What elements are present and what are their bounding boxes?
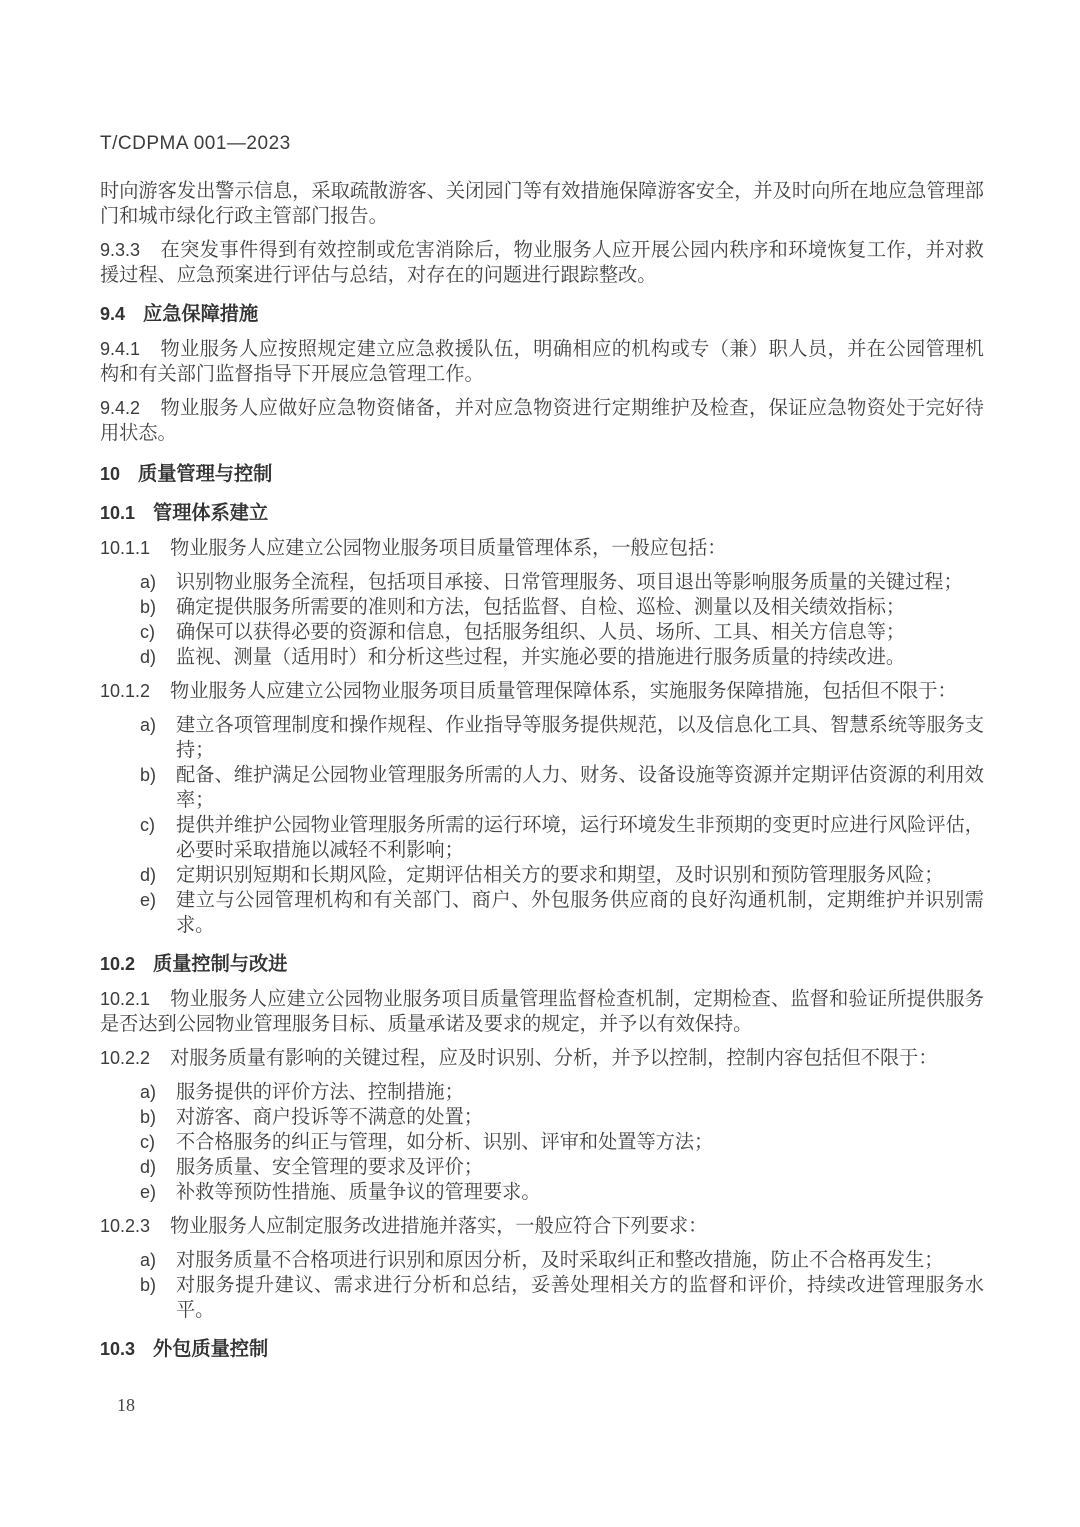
section-heading xyxy=(100,952,984,977)
list-item xyxy=(140,645,984,670)
list-item xyxy=(140,1248,984,1273)
clause-paragraph xyxy=(100,1046,984,1071)
list-item-label: a) xyxy=(140,715,157,735)
section-heading-text: 管理体系建立 xyxy=(153,503,269,524)
list-item-text: 提供并维护公园物业管理服务所需的运行环境，运行环境发生非预期的变更时应进行风险评估，必要时采取措施以减轻不利影响； xyxy=(176,815,984,861)
clause-text: 物业服务人应做好应急物资储备，并对应急物资进行定期维护及检查，保证应急物资处于完好待用状态。 xyxy=(100,398,984,444)
list-item-label: d) xyxy=(140,647,157,667)
list-item xyxy=(140,1273,984,1323)
clause-number: 10.2.3 xyxy=(100,1216,151,1236)
list-item-label: a) xyxy=(140,1250,157,1270)
section-heading-text: 质量管理与控制 xyxy=(138,464,273,485)
list-item-text: 服务提供的评价方法、控制措施； xyxy=(176,1082,464,1103)
list-item xyxy=(140,1080,984,1105)
list-item xyxy=(140,595,984,620)
list-item-label: a) xyxy=(140,1082,157,1102)
list-item-label: b) xyxy=(140,765,157,785)
clause-number: 10.1 xyxy=(100,503,136,523)
clause-number: 10.1.2 xyxy=(100,681,151,701)
list-item-text: 服务质量、安全管理的要求及评价； xyxy=(176,1157,483,1178)
list-item-text: 建立与公园管理机构和有关部门、商户、外包服务供应商的良好沟通机制，定期维护并识别需求。 xyxy=(176,890,984,936)
list-item-label: e) xyxy=(140,890,157,910)
clause-paragraph xyxy=(100,679,984,704)
list-item-text: 监视、测量（适用时）和分析这些过程，并实施必要的措施进行服务质量的持续改进。 xyxy=(176,647,906,668)
list-item-text: 对服务质量不合格项进行识别和原因分析，及时采取纠正和整改措施，防止不合格再发生； xyxy=(176,1250,944,1271)
clause-paragraph xyxy=(100,337,984,387)
clause-text: 时向游客发出警示信息，采取疏散游客、关闭园门等有效措施保障游客安全，并及时向所在地应急管理部门和城市绿化行政主管部门报告。 xyxy=(100,181,984,227)
clause-list xyxy=(100,1080,984,1205)
clause-number: 10.2.2 xyxy=(100,1048,151,1068)
list-item xyxy=(140,1155,984,1180)
section-heading-text: 应急保障措施 xyxy=(143,304,259,325)
list-item-text: 配备、维护满足公园物业管理服务所需的人力、财务、设备设施等资源并定期评估资源的利用效率； xyxy=(176,765,984,811)
clause-number: 9.4.1 xyxy=(100,339,141,359)
clause-number: 10 xyxy=(100,464,121,484)
clause-text: 物业服务人应按照规定建立应急救援队伍，明确相应的机构或专（兼）职人员，并在公园管理机构和有关部门监督指导下开展应急管理工作。 xyxy=(100,339,984,385)
list-item-text: 确定提供服务所需要的准则和方法，包括监督、自检、巡检、测量以及相关绩效指标； xyxy=(176,597,906,618)
list-item-text: 建立各项管理制度和操作规程、作业指导等服务提供规范，以及信息化工具、智慧系统等服务支持； xyxy=(176,715,984,761)
clause-text: 物业服务人应建立公园物业服务项目质量管理体系，一般应包括： xyxy=(170,538,727,559)
clause-paragraph xyxy=(100,1214,984,1239)
list-item-label: e) xyxy=(140,1182,157,1202)
clause-number: 10.1.1 xyxy=(100,538,151,558)
clause-text: 对服务质量有影响的关键过程，应及时识别、分析，并予以控制，控制内容包括但不限于： xyxy=(170,1048,938,1069)
list-item-label: b) xyxy=(140,1107,157,1127)
clause-list xyxy=(100,1248,984,1323)
clause-paragraph xyxy=(100,396,984,446)
section-heading xyxy=(100,462,984,487)
list-item xyxy=(140,620,984,645)
list-item-label: c) xyxy=(140,1132,155,1152)
list-item xyxy=(140,863,984,888)
list-item-label: c) xyxy=(140,622,155,642)
clause-number: 9.4.2 xyxy=(100,398,141,418)
list-item-text: 不合格服务的纠正与管理，如分析、识别、评审和处置等方法； xyxy=(176,1132,714,1153)
page-number: 18 xyxy=(117,1395,135,1415)
list-item xyxy=(140,713,984,763)
clause-paragraph xyxy=(100,987,984,1037)
list-item-label: c) xyxy=(140,815,155,835)
clause-paragraph xyxy=(100,536,984,561)
clause-number: 10.3 xyxy=(100,1339,136,1359)
clause-text: 物业服务人应制定服务改进措施并落实，一般应符合下列要求： xyxy=(170,1216,708,1237)
clause-paragraph xyxy=(100,238,984,288)
clause-number: 9.3.3 xyxy=(100,240,141,260)
list-item xyxy=(140,570,984,595)
clause-text: 物业服务人应建立公园物业服务项目质量管理保障体系，实施服务保障措施，包括但不限于： xyxy=(170,681,957,702)
list-item-label: a) xyxy=(140,572,157,592)
clause-text: 在突发事件得到有效控制或危害消除后，物业服务人应开展公园内秩序和环境恢复工作，并对救援过程、应急预案进行评估与总结，对存在的问题进行跟踪整改。 xyxy=(100,240,984,286)
section-heading xyxy=(100,1337,984,1362)
list-item-text: 定期识别短期和长期风险，定期评估相关方的要求和期望，及时识别和预防管理服务风险； xyxy=(176,865,944,886)
section-heading xyxy=(100,501,984,526)
list-item xyxy=(140,1180,984,1205)
clause-number: 9.4 xyxy=(100,304,126,324)
list-item xyxy=(140,813,984,863)
list-item xyxy=(140,763,984,813)
paragraph xyxy=(100,179,984,229)
list-item-label: d) xyxy=(140,865,157,885)
list-item xyxy=(140,1130,984,1155)
section-heading-text: 外包质量控制 xyxy=(153,1339,269,1360)
list-item-label: b) xyxy=(140,1275,157,1295)
clause-list xyxy=(100,713,984,938)
doc-code-header: T/CDPMA 001—2023 xyxy=(100,133,291,154)
clause-text: 物业服务人应建立公园物业服务项目质量管理监督检查机制，定期检查、监督和验证所提供服务是否达到公园物业管理服务目标、质量承诺及要求的规定，并予以有效保持。 xyxy=(100,989,984,1035)
list-item-text: 对游客、商户投诉等不满意的处置； xyxy=(176,1107,483,1128)
list-item-label: d) xyxy=(140,1157,157,1177)
list-item-text: 识别物业服务全流程，包括项目承接、日常管理服务、项目退出等影响服务质量的关键过程； xyxy=(176,572,963,593)
list-item xyxy=(140,1105,984,1130)
list-item-text: 补救等预防性措施、质量争议的管理要求。 xyxy=(176,1182,541,1203)
section-heading xyxy=(100,302,984,327)
clause-number: 10.2 xyxy=(100,954,136,974)
list-item-text: 对服务提升建议、需求进行分析和总结，妥善处理相关方的监督和评价，持续改进管理服务水平。 xyxy=(176,1275,984,1321)
clause-list xyxy=(100,570,984,670)
section-heading-text: 质量控制与改进 xyxy=(153,954,288,975)
document-content xyxy=(100,179,984,1362)
list-item xyxy=(140,888,984,938)
list-item-text: 确保可以获得必要的资源和信息，包括服务组织、人员、场所、工具、相关方信息等； xyxy=(176,622,906,643)
clause-number: 10.2.1 xyxy=(100,989,151,1009)
list-item-label: b) xyxy=(140,597,157,617)
